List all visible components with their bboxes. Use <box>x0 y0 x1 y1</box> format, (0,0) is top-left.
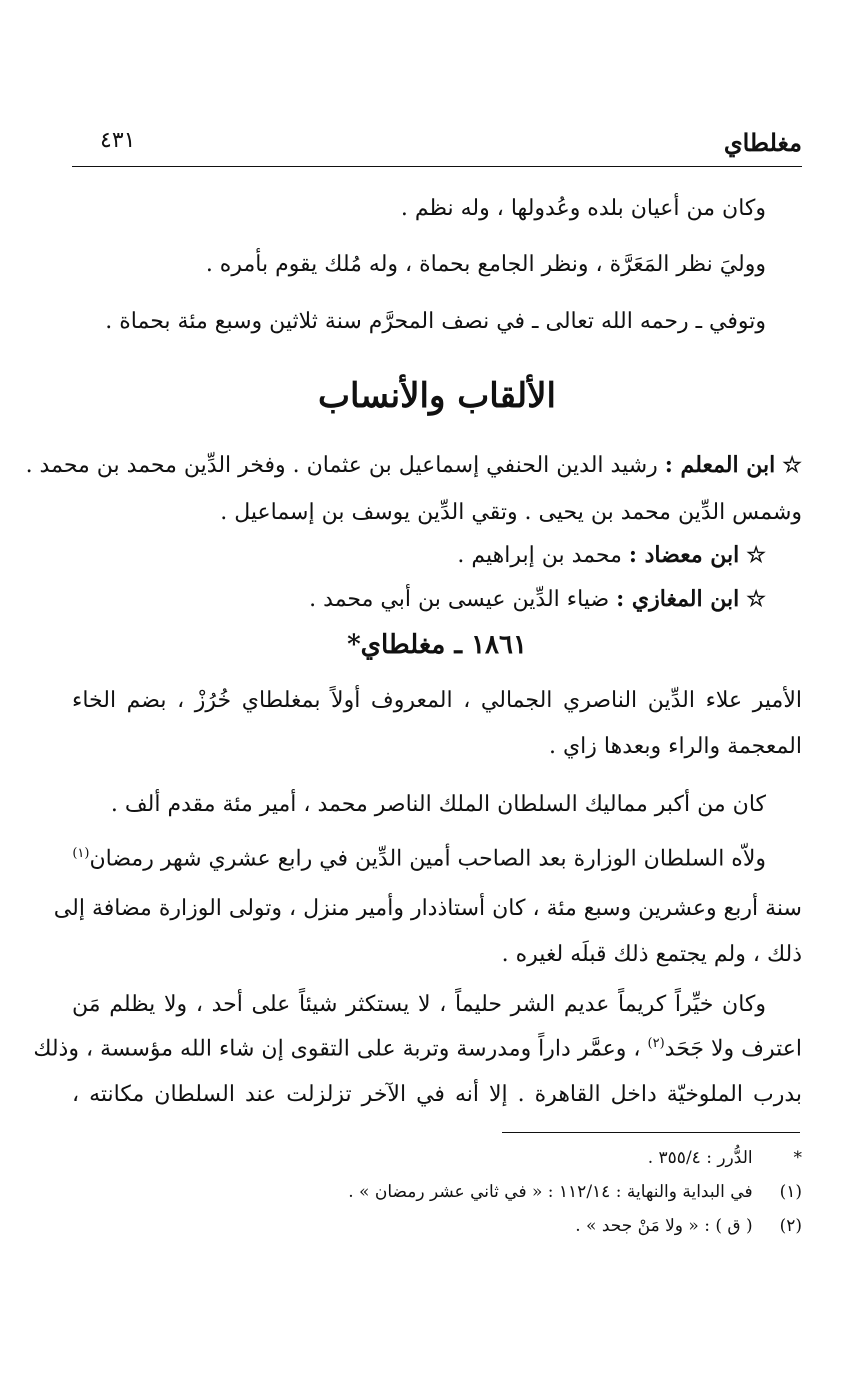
footnote <box>575 1216 802 1236</box>
text-segment: اعترف ولا جَحَد <box>664 1036 802 1062</box>
footnote-marker: (١) <box>779 1182 802 1202</box>
footnote-text: ( ق ) : « ولا مَنْ جحد » . <box>575 1216 753 1236</box>
running-head-title: مغلطاي <box>723 128 802 157</box>
text-line: ووليَ نظر المَعَرَّة ، ونظر الجامع بحماة ، وله مُلك يقوم بأمره . <box>205 252 766 277</box>
text-line: الأمير علاء الدِّين الناصري الجمالي ، المعروف أولاً بمغلطاي خُرُزْ ، بضم الخاء <box>72 688 802 713</box>
text-segment: ، وعمَّر داراً ومدرسة وتربة على التقوى إن شاء الله مؤسسة ، وذلك <box>33 1036 641 1062</box>
star-icon: ☆ <box>782 452 802 478</box>
footnote-ref: (٢) <box>647 1036 665 1051</box>
header-rule <box>72 166 802 167</box>
footnote-ref: (١) <box>72 846 90 861</box>
footnote-marker: (٢) <box>779 1216 802 1236</box>
text-line: وكان خيِّراً كريماً عديم الشر حليماً ، لا يستكثر شيئاً على أحد ، ولا يظلم مَن <box>72 992 766 1017</box>
footnote-text: في البداية والنهاية : ١١٢/١٤ : « في ثاني عشر رمضان » . <box>348 1182 753 1202</box>
footnote <box>348 1182 802 1202</box>
titles-list <box>25 452 802 622</box>
title-description: محمد بن إبراهيم . <box>457 543 622 568</box>
entry-body <box>33 688 802 1118</box>
title-description: ضياء الدِّين عيسى بن أبي محمد . <box>309 587 610 612</box>
text-line: وتوفي ـ رحمه الله تعالى ـ في نصف المحرَّم سنة ثلاثين وسبع مئة بحماة . <box>105 309 766 334</box>
text-line: سنة أربع وعشرين وسبع مئة ، كان أستاذدار وأمير منزل ، وتولى الوزارة مضافة إلى <box>53 896 802 921</box>
running-head <box>72 128 802 164</box>
previous-entry-text <box>72 196 802 336</box>
text-segment: ولاّه السلطان الوزارة بعد الصاحب أمين الدِّين في رابع عشري شهر رمضان <box>89 846 766 872</box>
title-alias: ابن المغازي : <box>616 586 740 612</box>
footnotes <box>72 1148 802 1248</box>
page-number: ٤٣١ <box>100 128 136 153</box>
text-line: ذلك ، ولم يجتمع ذلك قبلَه لغيره . <box>501 942 802 967</box>
text-line: المعجمة والراء وبعدها زاي . <box>548 734 802 759</box>
star-icon: ☆ <box>746 586 766 612</box>
footnote-marker: * <box>793 1148 802 1168</box>
text-line <box>72 846 766 871</box>
title-alias: ابن معضاد : <box>628 542 740 568</box>
text-line: بدرب الملوخيّة داخل القاهرة . إلا أنه في الآخر تزلزلت عند السلطان مكانته ، <box>72 1082 802 1107</box>
title-continuation: وشمس الدِّين محمد بن يحيى . وتقي الدِّين يوسف بن إسماعيل . <box>220 500 802 525</box>
title-alias: ابن المعلم : <box>664 452 776 478</box>
text-line: وكان من أعيان بلده وعُدولها ، وله نظم . <box>400 196 766 221</box>
section-heading: الألقاب والأنساب <box>317 376 557 416</box>
footnote-rule <box>502 1132 800 1133</box>
footnote-text: الدُّرر : ٣٥٥/٤ . <box>647 1148 753 1168</box>
title-entry <box>25 452 802 478</box>
title-description: رشيد الدين الحنفي إسماعيل بن عثمان . وفخر الدِّين محمد بن محمد . <box>25 453 658 478</box>
footnote <box>648 1148 802 1168</box>
entry-heading: ١٨٦١ ـ مغلطاي* <box>347 630 527 660</box>
star-icon: ☆ <box>746 542 766 568</box>
text-line <box>33 1036 802 1062</box>
title-entry <box>309 586 766 612</box>
title-entry <box>457 542 766 568</box>
text-line: كان من أكبر مماليك السلطان الملك الناصر محمد ، أمير مئة مقدم ألف . <box>110 792 766 817</box>
